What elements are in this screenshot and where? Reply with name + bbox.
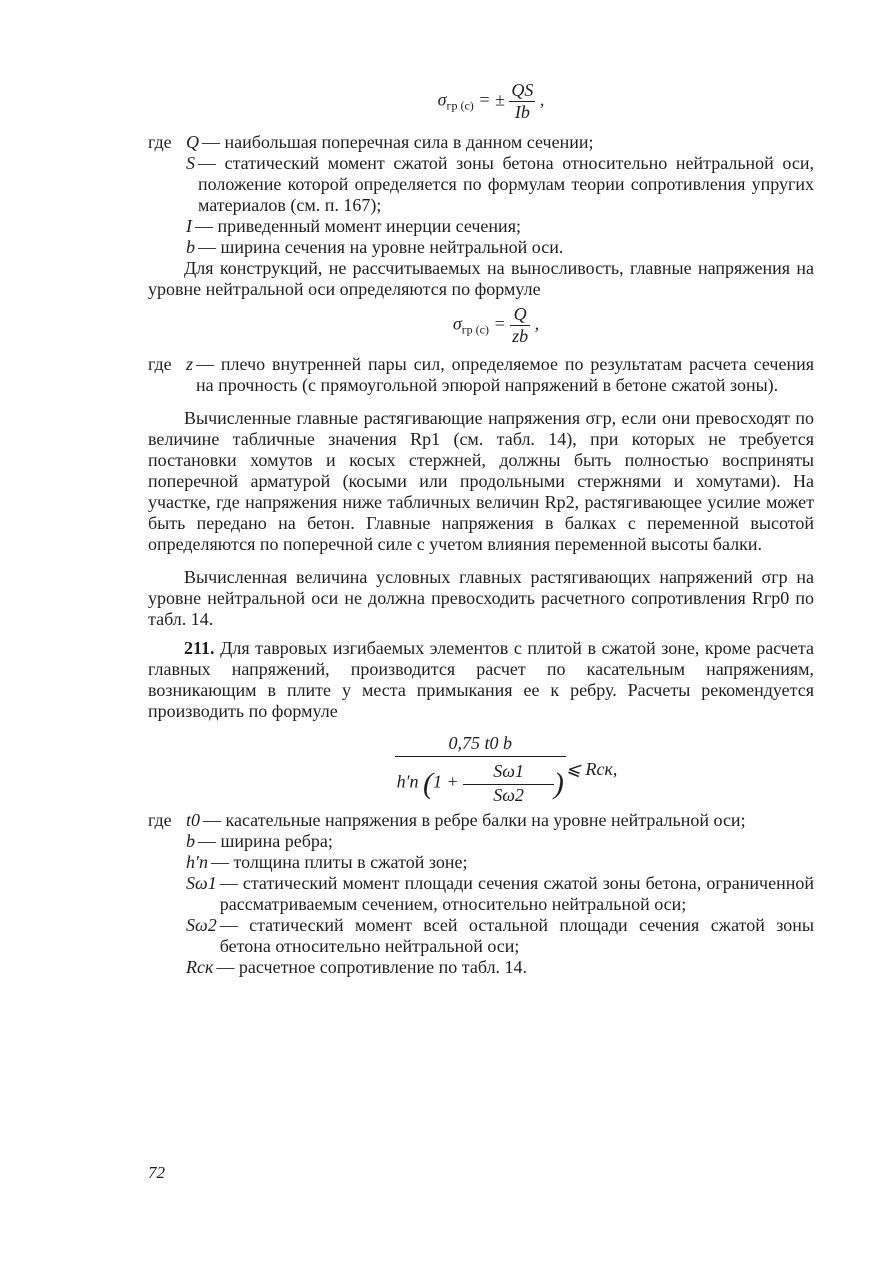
formula-lhs-sub: гр (с) bbox=[446, 98, 474, 113]
formula-numerator: 0,75 t0 b bbox=[395, 733, 566, 757]
definition-row bbox=[148, 831, 814, 852]
formula-denominator: Ib bbox=[514, 102, 530, 122]
formula-rhs: ⩽ Rск, bbox=[565, 758, 618, 779]
paragraph-211 bbox=[148, 638, 814, 722]
formula-eq: = bbox=[488, 313, 511, 334]
formula-inner-denominator: Sω2 bbox=[493, 784, 524, 805]
definition-lead bbox=[148, 873, 186, 915]
definition-text: — приведенный момент инерции сечения; bbox=[195, 216, 521, 236]
paragraph-211-text: Для тавровых изгибаемых элементов с плитой в сжатой зоне, кроме расчета главных напряжений, производится расчет по касательным напряжениям, возникающим в плите у места примыкания ее к ребру. Расчеты рекомендуется производить по формуле bbox=[148, 638, 814, 721]
definition-row bbox=[148, 873, 814, 915]
definition-lead: где bbox=[148, 810, 172, 830]
definition-symbol: b bbox=[186, 831, 195, 851]
definition-row bbox=[148, 915, 814, 957]
definition-symbol: t0 bbox=[186, 810, 201, 830]
formula-inner-fraction bbox=[463, 761, 554, 806]
definition-symbol: z bbox=[186, 354, 194, 374]
formula-tail: , bbox=[535, 89, 545, 110]
definition-symbol: Rск bbox=[186, 957, 214, 977]
definition-row bbox=[148, 957, 814, 978]
formula-denominator: zb bbox=[512, 326, 529, 346]
definition-symbol: Sω1 bbox=[186, 873, 217, 893]
definition-row bbox=[148, 810, 814, 831]
formula-eq: = ± bbox=[473, 89, 510, 110]
formula-principal-stress-simplified bbox=[148, 304, 814, 354]
definition-text: — плечо внутренней пары сил, определяемое по результатам расчета сечения на прочность (с прямоугольной эпюрой напряжений в бетоне сжатой зоны). bbox=[196, 354, 814, 395]
definition-text: — касательные напряжения в ребре балки на уровне нейтральной оси; bbox=[203, 810, 746, 830]
paragraph-conditional-stress: Вычисленная величина условных главных растягивающих напряжений σгр на уровне нейтральной оси не должна превосходить расчетного сопротивления Rгр0 по табл. 14. bbox=[148, 567, 814, 629]
definition-row bbox=[148, 153, 814, 216]
definition-lead bbox=[148, 915, 186, 957]
definition-text: — толщина плиты в сжатой зоне; bbox=[210, 852, 468, 872]
page-number: 72 bbox=[148, 1163, 165, 1182]
definition-text: — расчетное сопротивление по табл. 14. bbox=[216, 957, 528, 977]
formula-big-fraction bbox=[395, 733, 566, 806]
paragraph-non-fatigue: Для конструкций, не рассчитываемых на выносливость, главные напряжения на уровне нейтральной оси определяются по формуле bbox=[148, 258, 814, 299]
formula-principal-stress bbox=[148, 80, 814, 132]
definition-row bbox=[148, 354, 814, 396]
definition-lead: где bbox=[148, 354, 172, 374]
formula-fraction bbox=[509, 80, 535, 123]
definition-text: — ширина ребра; bbox=[198, 831, 333, 851]
definition-text: — статический момент площади сечения сжатой зоны бетона, ограниченной рассматриваемым сечением, относительно нейтральной оси; bbox=[219, 873, 814, 914]
formula-lhs: σ bbox=[452, 313, 462, 334]
definition-symbol: b bbox=[186, 237, 195, 257]
definition-lead bbox=[148, 216, 186, 237]
definition-symbol: S bbox=[186, 153, 195, 173]
definition-row bbox=[148, 132, 814, 153]
formula-den-one: 1 + bbox=[433, 771, 464, 792]
definition-row bbox=[148, 852, 814, 873]
definition-lead: где bbox=[148, 132, 172, 152]
definition-symbol: h′п bbox=[186, 852, 208, 872]
section-number: 211. bbox=[184, 638, 215, 658]
definition-symbol: I bbox=[186, 216, 192, 236]
formula-inner-numerator: Sω1 bbox=[463, 761, 554, 785]
definition-text: — ширина сечения на уровне нейтральной оси. bbox=[198, 237, 564, 257]
definitions-3 bbox=[148, 810, 814, 978]
formula-shear-flange bbox=[148, 728, 814, 810]
formula-numerator: QS bbox=[511, 80, 534, 100]
definition-lead bbox=[148, 153, 186, 216]
formula-lhs-sub: гр (с) bbox=[461, 322, 489, 337]
definition-row bbox=[148, 216, 814, 237]
definition-text: — статический момент сжатой зоны бетона относительно нейтральной оси, положение которой определяется по формулам теории сопротивления упругих материалов (см. п. 167); bbox=[198, 153, 814, 215]
definition-symbol: Sω2 bbox=[186, 915, 217, 935]
formula-numerator: Q bbox=[510, 304, 530, 326]
definitions-1 bbox=[148, 132, 814, 258]
definition-text: — статический момент всей остальной площади сечения сжатой зоны бетона относительно нейтральной оси; bbox=[219, 915, 814, 956]
document-page bbox=[148, 80, 814, 978]
definition-lead bbox=[148, 831, 186, 852]
definition-text: — наибольшая поперечная сила в данном сечении; bbox=[202, 132, 594, 152]
definition-lead bbox=[148, 852, 186, 873]
formula-lhs: σ bbox=[437, 89, 447, 110]
definition-lead bbox=[148, 957, 186, 978]
definition-lead bbox=[148, 237, 186, 258]
formula-fraction bbox=[510, 304, 530, 347]
paragraph-principal-tension: Вычисленные главные растягивающие напряжения σгр, если они превосходят по величине табличные значения Rр1 (см. табл. 14), при которых не требуется постановки хомутов и косых стержней, должны быть полностью восприняты поперечной арматурой (косыми или продольными стержнями и хомутами). На участке, где напряжения ниже табличных величин Rр2, растягивающее усилие может быть передано на бетон. Главные напряжения в балках с переменной высотой определяются по поперечной силе с учетом влияния переменной высоты балки. bbox=[148, 408, 814, 554]
definition-row bbox=[148, 237, 814, 258]
definition-symbol: Q bbox=[186, 132, 199, 152]
definitions-2 bbox=[148, 354, 814, 396]
formula-den-left: h′п bbox=[396, 771, 419, 792]
formula-tail: , bbox=[530, 313, 540, 334]
formula-denominator: h′п (1 + $\frac{S\omega 1}{S\omega 2}$ ) bbox=[396, 760, 564, 805]
